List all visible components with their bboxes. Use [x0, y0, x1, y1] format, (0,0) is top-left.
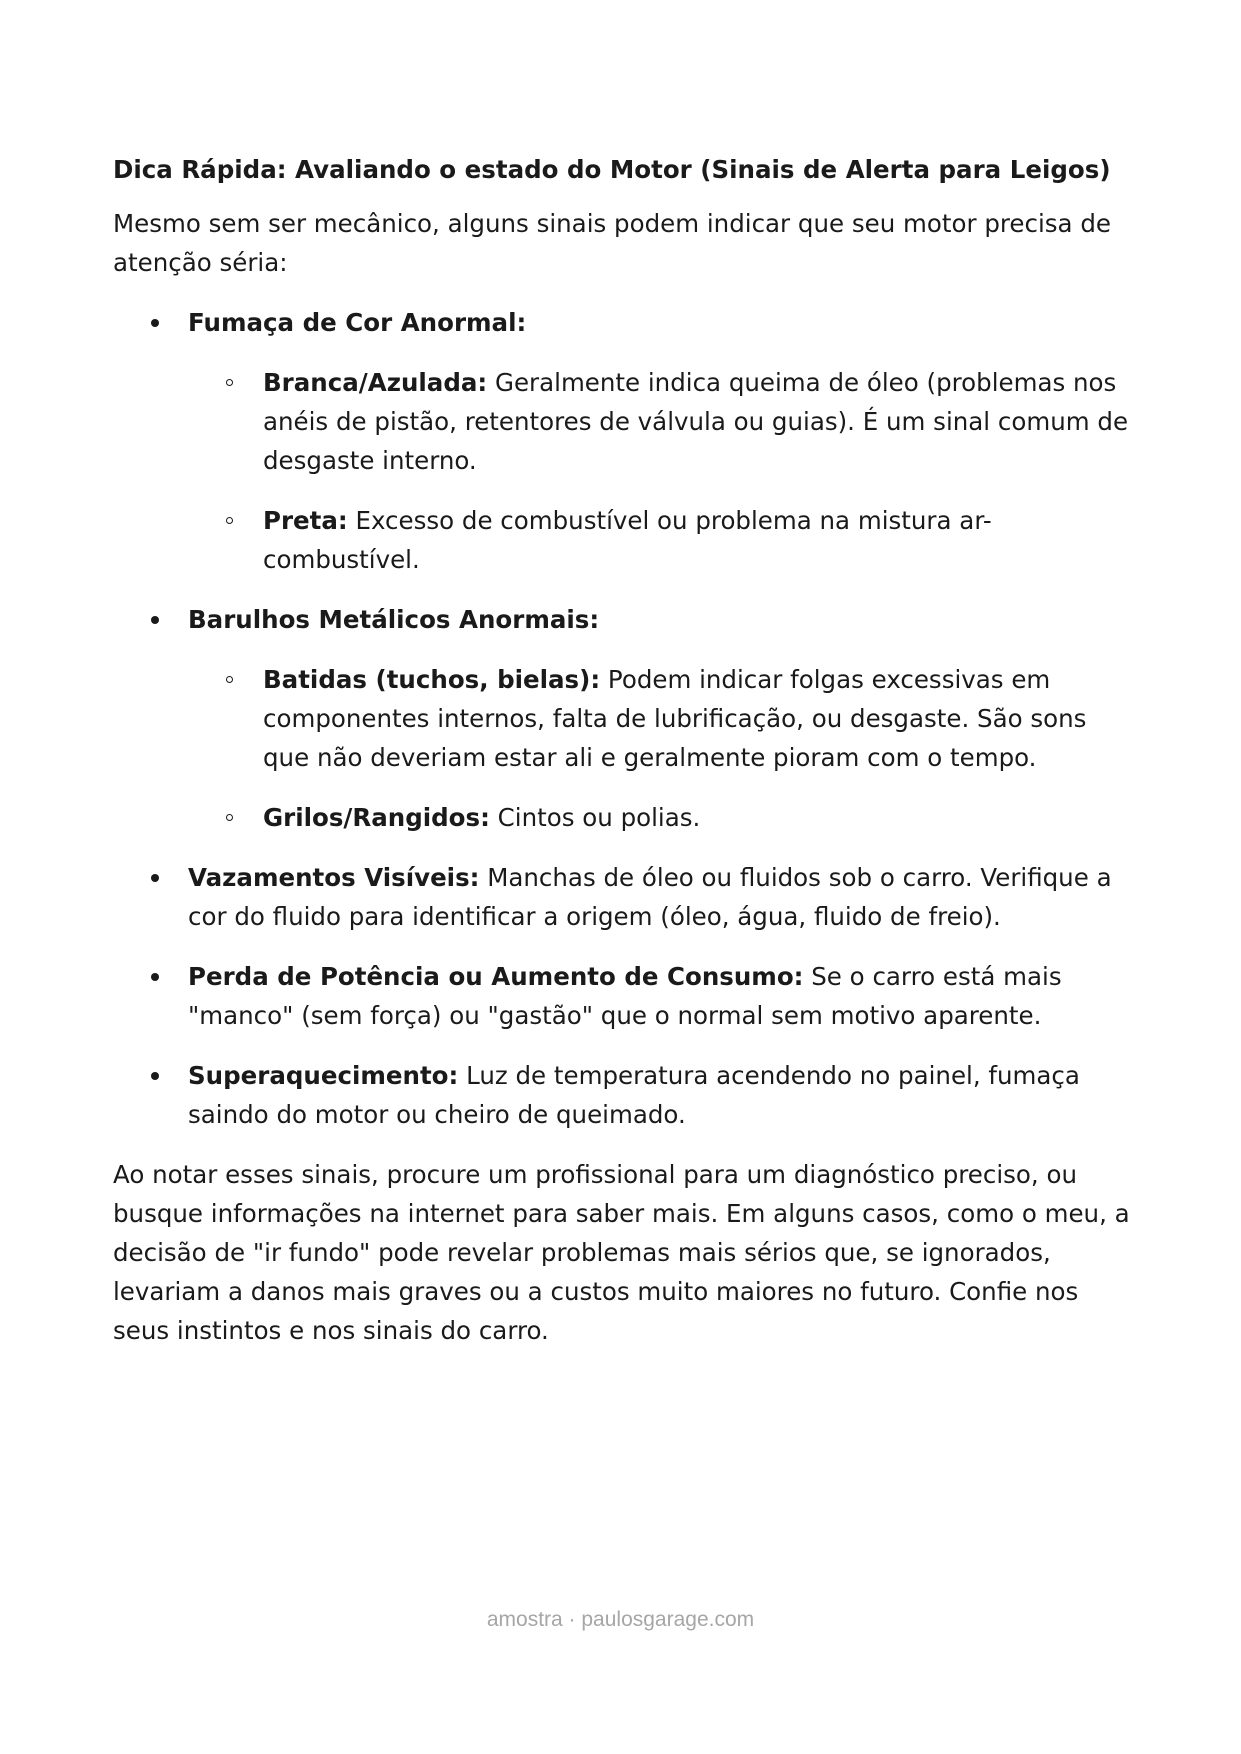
bullet-circle-icon [226, 517, 233, 524]
sub-item-title: Batidas (tuchos, bielas): [263, 665, 601, 694]
sub-list [188, 660, 1133, 837]
sub-list-item [188, 798, 1133, 837]
closing-paragraph: Ao notar esses sinais, procure um profissional para um diagnóstico preciso, ou busque informações na internet para saber mais. Em alguns casos, como o meu, a decisão de "ir fundo" pode revelar problemas mais sérios que, se ignorados, levariam a danos mais graves ou a custos muito maiores no futuro. Confie nos seus instintos e nos sinais do carro. [113, 1160, 1130, 1345]
sub-list-item [188, 363, 1133, 480]
list-item [113, 600, 1133, 837]
item-title: Fumaça de Cor Anormal: [188, 308, 527, 337]
bullet-disc-icon [151, 973, 159, 981]
item-text: Se o carro está mais "manco" (sem força) ou "gastão" que o normal sem motivo aparente. [188, 962, 1062, 1030]
item-title: Barulhos Metálicos Anormais: [188, 605, 600, 634]
sub-list-item [188, 501, 1133, 579]
sub-item-text: Excesso de combustível ou problema na mistura ar-combustível. [263, 506, 992, 574]
bullet-disc-icon [151, 319, 159, 327]
section-heading: Dica Rápida: Avaliando o estado do Motor (Sinais de Alerta para Leigos) [113, 155, 1111, 184]
item-text: Manchas de óleo ou fluidos sob o carro. Verifique a cor do fluido para identificar a origem (óleo, água, fluido de freio). [188, 863, 1112, 931]
item-title: Perda de Potência ou Aumento de Consumo: [188, 962, 804, 991]
sub-item-title: Preta: [263, 506, 348, 535]
list-item [113, 957, 1133, 1035]
bullet-circle-icon [226, 814, 233, 821]
list-item [113, 858, 1133, 936]
sub-item-title: Grilos/Rangidos: [263, 803, 490, 832]
list-item [113, 303, 1133, 579]
sub-list-item [188, 660, 1133, 777]
list-item [113, 1056, 1133, 1134]
bullet-disc-icon [151, 616, 159, 624]
item-title: Vazamentos Visíveis: [188, 863, 480, 892]
warning-signs-list [113, 303, 1133, 1134]
sub-item-text: Podem indicar folgas excessivas em componentes internos, falta de lubrificação, ou desgaste. São sons que não deveriam estar ali e geralmente pioram com o tempo. [263, 665, 1087, 772]
sub-item-title: Branca/Azulada: [263, 368, 488, 397]
item-text: Luz de temperatura acendendo no painel, fumaça saindo do motor ou cheiro de queimado. [188, 1061, 1080, 1129]
item-title: Superaquecimento: [188, 1061, 459, 1090]
bullet-disc-icon [151, 1072, 159, 1080]
bullet-disc-icon [151, 874, 159, 882]
bullet-circle-icon [226, 379, 233, 386]
sub-list [188, 363, 1133, 579]
bullet-circle-icon [226, 676, 233, 683]
sub-item-text: Cintos ou polias. [489, 803, 701, 832]
sub-item-text: Geralmente indica queima de óleo (problemas nos anéis de pistão, retentores de válvula ou guias). É um sinal comum de desgaste interno. [263, 368, 1129, 475]
document-body [113, 150, 1133, 1371]
intro-paragraph: Mesmo sem ser mecânico, alguns sinais podem indicar que seu motor precisa de atenção séria: [113, 209, 1111, 277]
footer-watermark: amostra · paulosgarage.com [486, 1608, 755, 1631]
